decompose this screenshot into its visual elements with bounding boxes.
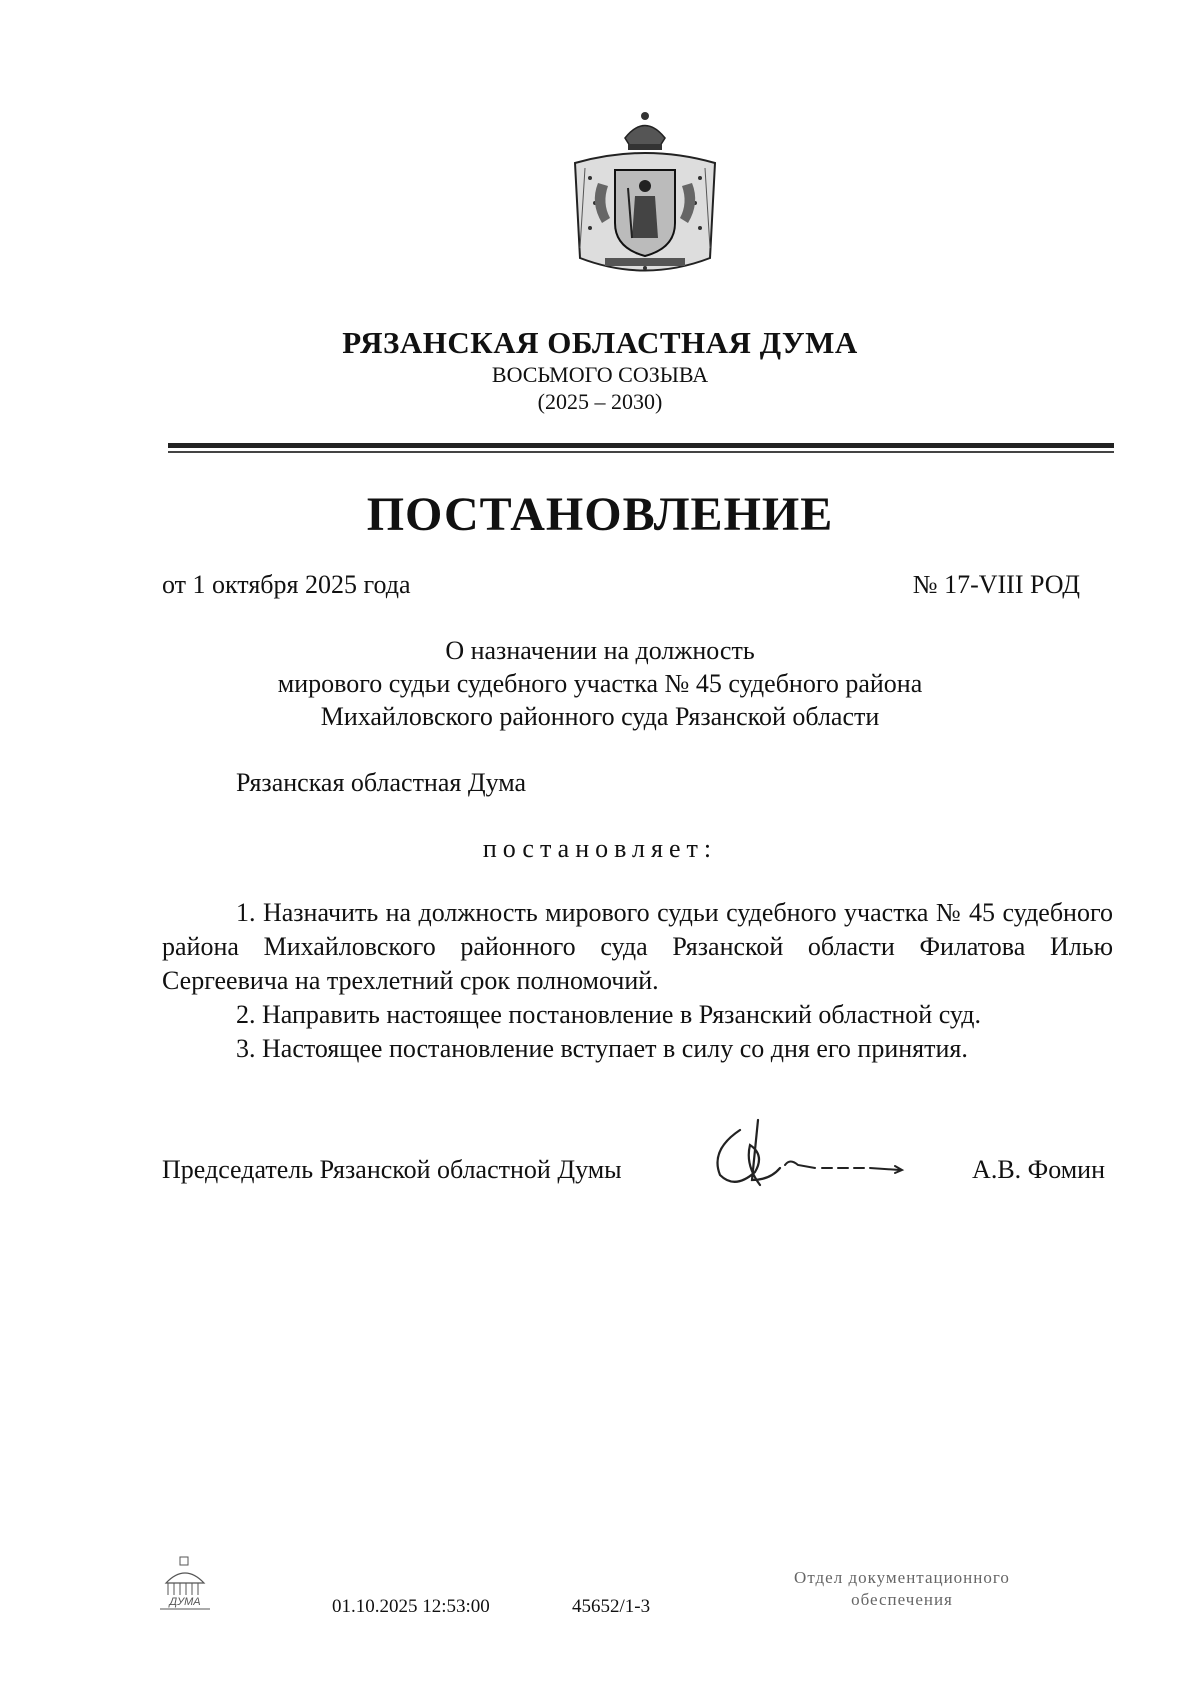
subject-line: мирового судьи судебного участка № 45 судебного района: [277, 669, 923, 698]
paragraph: 3. Настоящее постановление вступает в силу со дня его принятия.: [236, 1034, 968, 1063]
decree-word: постановляет:: [482, 834, 718, 863]
duma-building-icon: [156, 1555, 214, 1611]
convocation-label: ВОСЬМОГО СОЗЫВА: [491, 362, 709, 387]
svg-text:ДУМА: ДУМА: [169, 1596, 201, 1608]
footer-registration-number: 45652/1-3: [572, 1596, 651, 1617]
subject-line: О назначении на должность: [445, 636, 755, 665]
document-date: от 1 октября 2025 года: [162, 570, 411, 599]
handwritten-signature-icon: [700, 1110, 930, 1195]
organization-name: РЯЗАНСКАЯ ОБЛАСТНАЯ ДУМА: [342, 325, 858, 360]
department-stamp-line: Отдел документационного: [794, 1568, 1010, 1587]
signatory-title: Председатель Рязанской областной Думы: [162, 1155, 622, 1184]
paragraph: 2. Направить настоящее постановление в Рязанский областной суд.: [236, 1000, 982, 1029]
document-number: № 17-VIII РОД: [912, 570, 1080, 599]
paragraph: 1. Назначить на должность мирового судьи судебного участка № 45 судебного района Михайловского районного суда Рязанской области Филатова Илью Сергеевича на трехлетний срок полномочий.: [162, 898, 1113, 995]
department-stamp-line: обеспечения: [851, 1590, 953, 1609]
signatory-name: А.В. Фомин: [972, 1155, 1105, 1184]
document-body: [162, 896, 1113, 1066]
document-type-title: ПОСТАНОВЛЕНИЕ: [366, 488, 834, 541]
issuer-name: Рязанская областная Дума: [236, 768, 527, 797]
subject-line: Михайловского районного суда Рязанской области: [320, 702, 880, 731]
footer-datetime: 01.10.2025 12:53:00: [332, 1596, 490, 1617]
coat-of-arms-icon: [560, 108, 730, 288]
term-label: (2025 – 2030): [537, 389, 663, 414]
header-divider: [168, 443, 1114, 455]
